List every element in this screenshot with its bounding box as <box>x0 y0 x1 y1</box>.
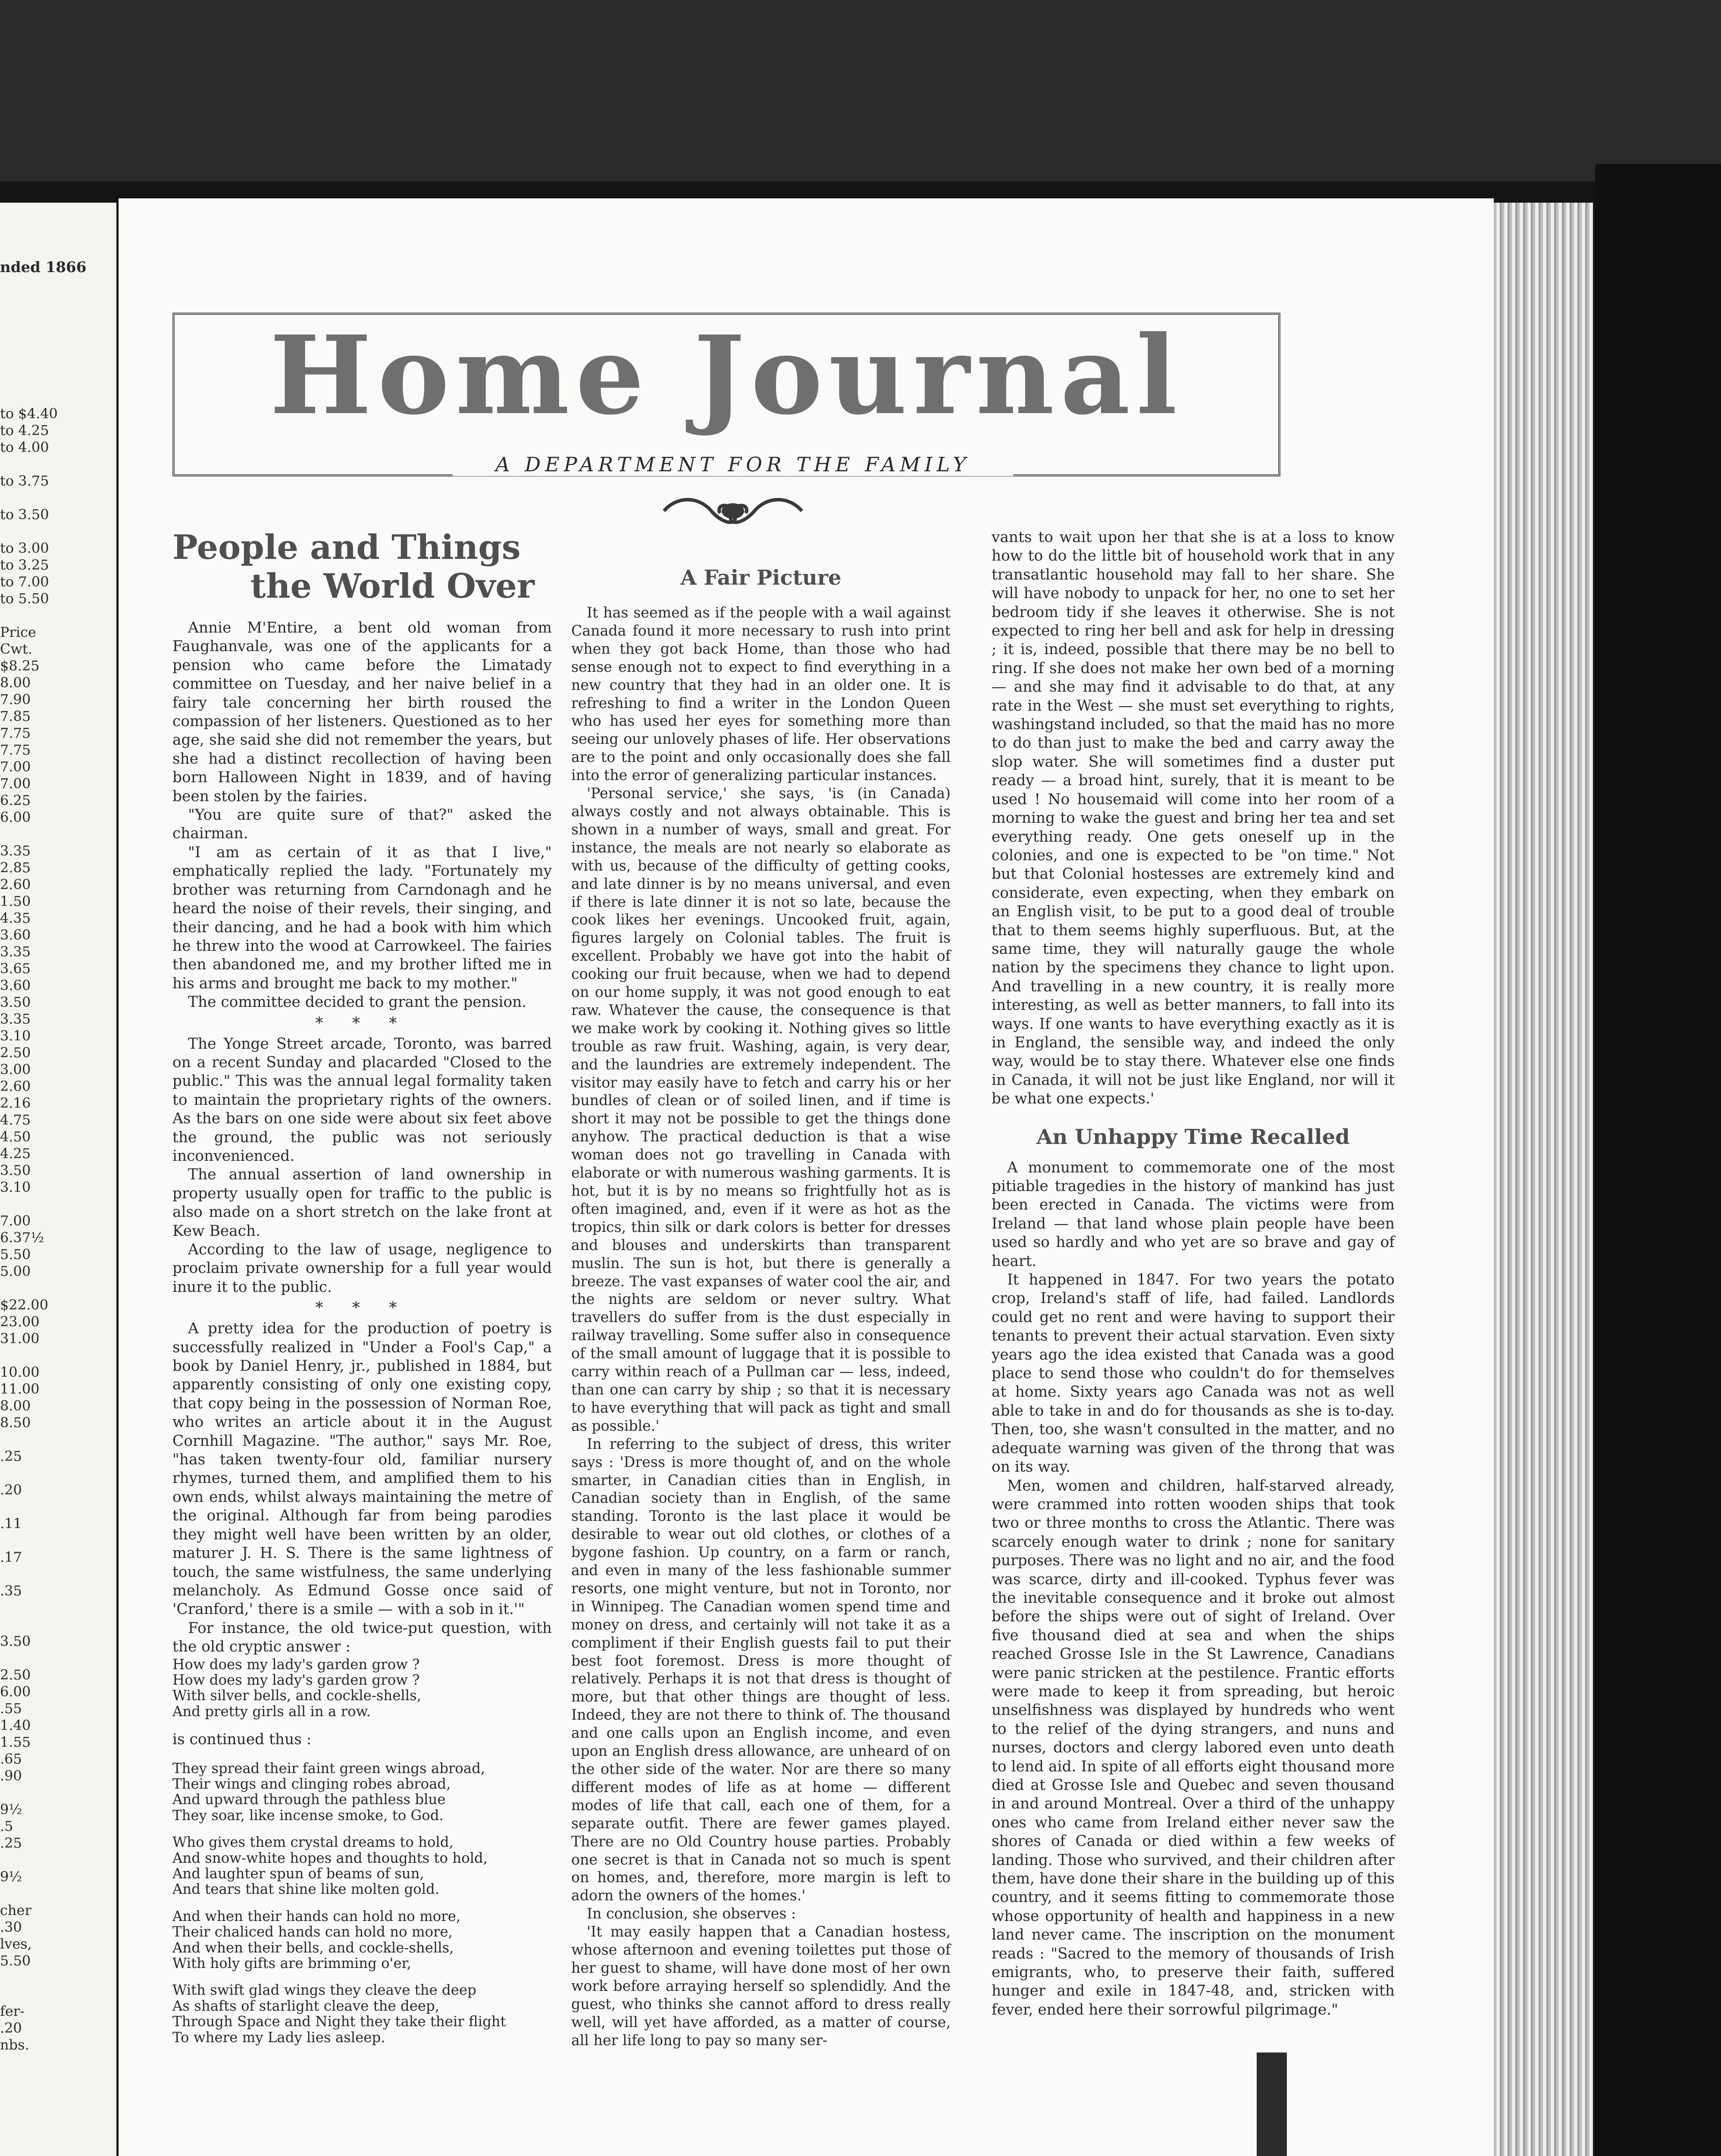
verse-line: And pretty girls all in a row. <box>172 1703 371 1720</box>
price-row: to 4.25 <box>0 422 49 439</box>
price-row <box>0 1616 103 1633</box>
column-people-and-things <box>172 528 552 2056</box>
price-row: 6.00 <box>0 809 31 825</box>
verse-line: With holy gifts are brimming o'er, <box>172 1955 411 1972</box>
price-row: 2.50 <box>0 1667 31 1683</box>
previous-page-heading: nded 1866 <box>0 259 87 276</box>
price-row: 3.65 <box>0 960 31 977</box>
price-row: 6.25 <box>0 792 31 808</box>
paragraph: For instance, the old twice-put question, with the old cryptic answer : <box>172 1619 552 1656</box>
price-row <box>0 489 103 506</box>
price-row: 7.85 <box>0 708 31 724</box>
price-row: .35 <box>0 1583 22 1599</box>
verse-line: And when their bells, and cockle-shells, <box>172 1939 454 1956</box>
paragraph: In conclusion, she observes : <box>587 1905 796 1922</box>
price-row: 8.00 <box>0 674 31 691</box>
paragraph: According to the law of usage, negligence to proclaim private ownership for a full year would inure it to the public. <box>172 1241 552 1296</box>
price-row: .25 <box>0 1835 22 1851</box>
verse-line: And snow-white hopes and thoughts to hold, <box>172 1849 488 1866</box>
price-row: .17 <box>0 1549 22 1565</box>
price-row <box>0 607 103 624</box>
price-row: to 3.25 <box>0 557 49 573</box>
article-title-a-fair-picture: A Fair Picture <box>680 566 842 590</box>
verse-stanza <box>172 1657 552 1720</box>
price-row: 3.60 <box>0 977 31 993</box>
price-row: Price <box>0 624 36 640</box>
price-row: 4.35 <box>0 910 31 926</box>
price-row: 3.35 <box>0 843 31 859</box>
price-row: 3.50 <box>0 994 31 1010</box>
price-row: 9½ <box>0 1801 22 1818</box>
price-row: 3.35 <box>0 1011 31 1027</box>
paragraph: Annie M'Entire, a bent old woman from Faughanvale, was one of the applicants for a pension who came before the Limatady committee on Tuesday, and her naive belief in a fairy tale concerning her birth roused the compassion of her listeners. Questioned as to her age, she said she did not remember the years, but she had a distinct recollection of having been born Halloween Night in 1839, and of having been stolen by the fairies. <box>172 619 552 805</box>
price-row: lves, <box>0 1936 32 1952</box>
verse-line: And when their hands can hold no more, <box>172 1908 461 1924</box>
verse-line: As shafts of starlight cleave the deep, <box>172 1997 440 2014</box>
price-row: 4.50 <box>0 1128 31 1145</box>
price-row <box>0 1532 103 1549</box>
price-row: 6.00 <box>0 1683 31 1700</box>
price-row: 9½ <box>0 1868 22 1885</box>
price-row: 6.37½ <box>0 1229 44 1246</box>
price-row: to 5.50 <box>0 590 49 607</box>
price-row: to 4.00 <box>0 439 49 455</box>
price-row <box>0 1784 103 1801</box>
price-row: 10.00 <box>0 1364 40 1380</box>
page-subtitle: A DEPARTMENT FOR THE FAMILY <box>453 453 1013 476</box>
article-title-people-and-things: People and Things the World Over <box>172 528 535 606</box>
verse-line: To where my Lady lies asleep. <box>172 2029 385 2046</box>
price-row: 23.00 <box>0 1313 40 1330</box>
price-row: .30 <box>0 1919 22 1935</box>
price-row: 4.75 <box>0 1112 31 1128</box>
verse-line: How does my lady's garden grow ? <box>172 1656 420 1673</box>
price-row: 3.10 <box>0 1179 31 1195</box>
column-a-fair-picture <box>571 565 951 2049</box>
verse-line: With swift glad wings they cleave the deep <box>172 1982 476 1999</box>
paragraph: The annual assertion of land ownership in property usually open for traffic to the public is also made on a short stretch on the lake front at Kew Beach. <box>172 1166 552 1240</box>
verse-stanza <box>172 1834 552 1897</box>
price-row: 7.75 <box>0 742 31 758</box>
page-title: Home Journal <box>269 312 1183 439</box>
price-row: 2.85 <box>0 859 31 876</box>
price-row: to 3.75 <box>0 473 49 489</box>
price-row: 7.00 <box>0 758 31 775</box>
previous-page-price-column <box>0 405 103 2053</box>
scroll-ornament-icon <box>660 492 806 530</box>
price-row: to 3.00 <box>0 540 49 556</box>
price-row: .90 <box>0 1767 22 1784</box>
price-row <box>0 1599 103 1616</box>
paragraph: vants to wait upon her that she is at a loss to know how to do the little bit of household work that in any transatlantic household may fall to her share. She will have nobody to unpack for her, no one to set her bedroom tidy if she leaves it otherwise. She is not expected to ring her bell and ask for help in dressing ; it is, indeed, possible that there may be no bell to ring. If she does not make her own bed of a morning — and she may find it advisable to do that, at any rate in the West — she must set everything to rights, washingstand included, so that the maid has no more to do than just to make the bed and carry away the slop water. She will sometimes find a duster put ready — a broad hint, surely, that it is meant to be used ! No housemaid will come into her room of a morning to wake the guest and bring her tea and set everything ready. One gets oneself up in the colonies, and one is expected to be "on time." Not but that Colonial hostesses are extremely kind and considerate, even expecting, when they embark on an English visit, to be put to a good deal of trouble that to them seems highly superfluous. But, at the same time, they will naturally gauge the whole nation by the specimens they chance to light upon. And travelling in a new country, it is really more interesting, as well as better manners, to fall into its ways. If one wants to have everything exactly as it is in England, the sensible way, and indeed the only way, would be to stay there. Whatever else one finds in Canada, it will not be just like England, nor will it be what one expects.' <box>992 529 1395 1108</box>
price-row <box>0 1347 103 1364</box>
price-row <box>0 523 103 540</box>
price-row: 3.50 <box>0 1162 31 1178</box>
price-row: $8.25 <box>0 658 40 674</box>
verse-line: They spread their faint green wings abroad, <box>172 1760 485 1777</box>
price-row: 3.50 <box>0 1633 31 1649</box>
price-row: 3.10 <box>0 1028 31 1044</box>
verse-line: Through Space and Night they take their flight <box>172 2013 506 2030</box>
price-row: nbs. <box>0 2037 29 2053</box>
paragraph: Men, women and children, half-starved already, were crammed into rotten wooden ships that took two or three months to cross the Atlantic. There was scarcely enough water to drink ; none for sanitary purposes. There was no light and no air, and the food was scarce, dirty and ill-cooked. Typhus fever was the inevitable consequence and it broke out almost before the ships were out of sight of Ireland. Over five thousand died at sea and when the ships reached Grosse Isle in the St Lawrence, Canadians were panic stricken at the pestilence. Frantic efforts were made to keep it from spreading, but heroic unselfishness was displayed by hundreds who went to the relief of the dying strangers, and nuns and nurses, doctors and clergy labored even unto death to lend aid. In spite of all efforts eight thousand more died at Grosse Isle and Quebec and seven thousand in and around Montreal. Over a third of the unhappy ones who came from Ireland either never saw the shores of Canada or died within a few weeks of landing. Those who survived, and their children after them, have done their share in the building up of this country, and it seems fitting to commemorate those whose opportunity of health and happiness in a new land never came. The inscription on the monument reads : "Sacred to the memory of thousands of Irish emigrants, who, to preserve their faith, suffered hunger and exile in 1847-48, and, stricken with fever, ended here their sorrowful pilgrimage." <box>992 1477 1395 2018</box>
verse-line: They soar, like incense smoke, to God. <box>172 1807 444 1824</box>
paragraph: A pretty idea for the production of poetry is successfully realized in "Under a Fool's Cap," a book by Daniel Henry, jr., published in 1884, but apparently consisting of only one existing copy, that copy being in the possession of Norman Roe, who writes an article about it in the August Cornhill Magazine. "The author," says Mr. Roe, "has taken twenty-four old, familiar nursery rhymes, turned them, and amplified them to his own ends, whilst always maintaining the metre of the original. Although far from being parodies they might well have been written by an older, maturer J. H. S. There is the same lightness of touch, the same wistfulness, the same underlying melancholy. As Edmund Gosse once said of 'Cranford,' there is a smile — with a sob in it.'" <box>172 1320 552 1618</box>
price-row: .25 <box>0 1448 22 1464</box>
price-row <box>0 1498 103 1515</box>
price-row: .5 <box>0 1818 13 1834</box>
verse-line: Their wings and clinging robes abroad, <box>172 1775 451 1792</box>
price-row: $22.00 <box>0 1297 48 1313</box>
verse-line: And laughter spun of beams of sun, <box>172 1865 424 1882</box>
paragraph: 'It may easily happen that a Canadian hostess, whose afternoon and evening toilettes put those of her guest to shame, will have done most of her own work before arraying herself so splendidly. And the guest, who thinks she cannot afford to dress really well, will yet have afforded, as a matter of course, all her life long to pay so many ser- <box>571 1923 951 2049</box>
price-row: fer- <box>0 2003 25 2019</box>
paragraph: It happened in 1847. For two years the potato crop, Ireland's staff of life, had failed. Landlords could get no rent and were having to support their tenants to prevent their actual starvation. Even sixty years ago the idea existed that Canada was a good place to send those who couldn't do for themselves at home. Sixty years ago Canada was not as well able to take in and do for thousands as she is to-day. Then, too, she wasn't consulted in the matter, and no adequate warning was given of the throng that was on its way. <box>992 1271 1395 1476</box>
price-row: .20 <box>0 1482 22 1498</box>
price-row: 3.60 <box>0 927 31 943</box>
article-title-an-unhappy-time-recalled: An Unhappy Time Recalled <box>1036 1125 1350 1149</box>
price-row: 8.00 <box>0 1398 31 1414</box>
verse-stanza <box>172 1908 552 1971</box>
price-row: 7.00 <box>0 775 31 792</box>
price-row: 2.16 <box>0 1095 31 1111</box>
verse-line: And upward through the pathless blue <box>172 1791 446 1808</box>
price-row: 8.50 <box>0 1414 31 1431</box>
price-row: .11 <box>0 1515 22 1532</box>
price-row: 7.00 <box>0 1213 31 1229</box>
price-row <box>0 456 103 473</box>
bookmark-tab <box>1257 2053 1287 2156</box>
price-row: 4.25 <box>0 1145 31 1162</box>
section-divider: * * * <box>315 1014 409 1032</box>
price-row <box>0 1566 103 1583</box>
verse-line: How does my lady's garden grow ? <box>172 1671 420 1688</box>
verse-stanza <box>172 1982 552 2045</box>
paragraph: "You are quite sure of that?" asked the chairman. <box>172 806 552 843</box>
price-row: to 3.50 <box>0 506 49 523</box>
paragraph: "I am as certain of it as that I live," emphatically replied the lady. "Fortunately my brother was returning from Carndonagh and he heard the noise of their revels, their singing, and their dancing, and he had a book with him which he threw into the wood at Carrowkeel. The fairies then abandoned me, and my brother lifted me in his arms and brought me back to my mother." <box>172 843 552 992</box>
price-row: 7.90 <box>0 691 31 708</box>
price-row: 1.50 <box>0 893 31 909</box>
price-row <box>0 1196 103 1213</box>
price-row: 7.75 <box>0 725 31 741</box>
paragraph: 'Personal service,' she says, 'is (in Canada) always costly and not always obtainable. This is shown in a number of ways, small and great. For instance, the meals are not nearly so elaborate as with us, because of the difficulty of getting cooks, and late dinner is by no means universal, and even if there is late dinner it is not so late, because the cook likes her evenings. Uncooked fruit, again, figures largely on Colonial tables. The fruit is excellent. Probably we have got into the habit of cooking our fruit because, when we had to depend on our home supply, it was not good enough to eat raw. Whatever the cause, the consequence is that we make work by cooking it. Nothing gives so little trouble as raw fruit. Washing, again, is very dear, and the laundries are extremely independent. The visitor may easily have to fetch and carry his or her bundles of clean or of soiled linen, and if time is short it may not be possible to get the things done anyhow. The practical deduction is that a wise woman does not go travelling in Canada with elaborate or with numerous washing garments. It is hot, but it is by no means so frightfully hot as is often imagined, and, even if it were as hot as the tropics, thin silk or dark colors is better for dresses and blouses and underskirts than transparent muslin. The sun is hot, but there is generally a breeze. The vast expanses of water cool the air, and the nights are seldom or never sultry. What travellers do suffer from is the dust especially in railway travelling. Some suffer also in consequence of the small amount of luggage that it is possible to carry within reach of a Pullman car — less, indeed, than one can carry by ship ; so that it is necessary to have everything that will pack as tight and small as possible.' <box>571 785 951 1434</box>
price-row: 31.00 <box>0 1330 40 1347</box>
price-row: 11.00 <box>0 1381 40 1397</box>
price-row: 2.50 <box>0 1044 31 1061</box>
price-row <box>0 1885 103 1902</box>
price-row: 5.00 <box>0 1263 31 1279</box>
price-row <box>0 1969 103 1986</box>
price-row <box>0 1280 103 1297</box>
price-row: to $4.40 <box>0 405 58 422</box>
verse-stanza <box>172 1761 552 1824</box>
paragraph: The committee decided to grant the pension. <box>188 993 527 1011</box>
price-row: to 7.00 <box>0 573 49 590</box>
verse-line: And tears that shine like molten gold. <box>172 1881 440 1898</box>
price-row: Cwt. <box>0 641 32 657</box>
paragraph: It has seemed as if the people with a wail against Canada found it more necessary to rush into print when they got back Home, than those who had sense enough not to expect to find everything in a new country that they had in an older one. It is refreshing to find a writer in the London Queen who has used her eyes for something more than seeing our unlovely phases of life. Her observations are to the point and only occasionally does she fall into the error of generalizing particular instances. <box>571 604 951 784</box>
price-row: 2.60 <box>0 876 31 893</box>
paragraph: In referring to the subject of dress, this writer says : 'Dress is more thought of, and on the whole smarter, in Canadian cities than in English, in Canadian society than in English, of the same standing. Toronto is the last place it would be desirable to wear out old clothes, or clothes of a bygone fashion. Up country, on a farm or ranch, and even in many of the less fashionable summer resorts, one might venture, but not in Toronto, nor in Winnipeg. The Canadian women spend time and money on dress, and certainly will not take it as a compliment if their English guests fail to put their best foot foremost. Dress is more thought of relatively. Perhaps it is not that dress is thought of more, but that other things are thought of less. Indeed, they are not there to think of. The thousand and one calls upon an English income, and even upon an English dress allowance, are unheard of on the other side of the water. Nor are there so many different modes of life as at home — different modes of life that call, each one of them, for a separate outfit. There are fewer games played. There are no Old Country house parties. Probably one secret is that in Canada not so much is spent on homes, and, therefore, more margin is left to adorn the owners of the homes.' <box>571 1435 951 1904</box>
price-row: 1.40 <box>0 1717 31 1733</box>
price-row <box>0 1431 103 1448</box>
price-row <box>0 1852 103 1868</box>
price-row <box>0 1986 103 2003</box>
price-row: 1.55 <box>0 1734 31 1750</box>
paragraph: The Yonge Street arcade, Toronto, was barred on a recent Sunday and placarded "Closed to the public." This was the annual legal formality taken to maintain the proprietary rights of the owners. As the bars on one side were about six feet above the ground, the public was not seriously inconvenienced. <box>172 1035 552 1165</box>
price-row: 5.50 <box>0 1952 31 1969</box>
price-row <box>0 1465 103 1482</box>
section-divider: * * * <box>315 1299 409 1317</box>
column-continued-and-unhappy-time <box>992 528 1395 2019</box>
verse-line: With silver bells, and cockle-shells, <box>172 1687 422 1704</box>
paragraph: A monument to commemorate one of the most pitiable tragedies in the history of mankind has just been erected in Canada. The victims were from Ireland — that land whose plain people have been used so hardly and who yet are so brave and gay of heart. <box>992 1159 1395 1270</box>
price-row: 3.35 <box>0 943 31 960</box>
paragraph: is continued thus : <box>172 1731 312 1749</box>
page-edges <box>1494 203 1593 2156</box>
price-row: cher <box>0 1902 31 1918</box>
price-row <box>0 826 103 843</box>
price-row: .55 <box>0 1700 22 1717</box>
price-row: .20 <box>0 2020 22 2036</box>
price-row: 2.60 <box>0 1078 31 1094</box>
price-row: 3.00 <box>0 1061 31 1078</box>
price-row: .65 <box>0 1751 22 1767</box>
price-row <box>0 1650 103 1667</box>
verse-line: Who gives them crystal dreams to hold, <box>172 1834 454 1851</box>
verse-line: Their chaliced hands can hold no more, <box>172 1924 453 1940</box>
price-row: 5.50 <box>0 1246 31 1263</box>
